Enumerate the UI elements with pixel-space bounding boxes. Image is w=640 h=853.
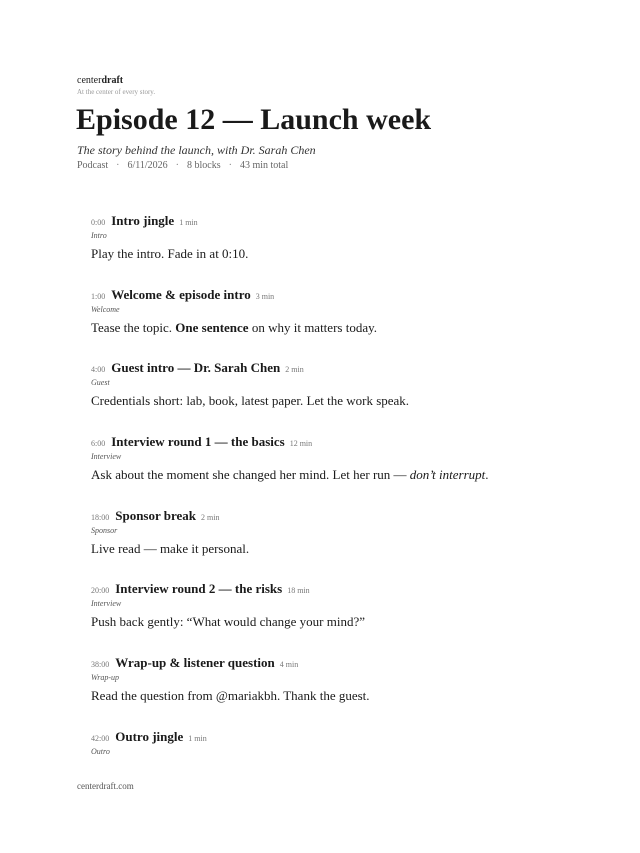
- segment-start-time: 38:00: [91, 660, 110, 669]
- segment-block: [91, 212, 248, 262]
- segment-header: [91, 359, 409, 377]
- segment-note-text: Live read — make it personal.: [91, 541, 250, 556]
- segment-start-time: 1:00: [91, 292, 106, 301]
- segment-block: [91, 728, 207, 757]
- segment-duration: 2 min: [201, 513, 220, 522]
- segment-header: [91, 433, 489, 451]
- segment-header: [91, 728, 207, 746]
- segment-note-text: Read the question from @mariakbh. Thank the guest.: [91, 688, 370, 703]
- segment-note: [91, 688, 370, 704]
- segment-note: [91, 393, 409, 409]
- segment-category: Welcome: [91, 305, 120, 314]
- segment-header: [91, 507, 249, 525]
- brand-name-bold: draft: [101, 75, 124, 86]
- segment-note-text: Credentials short: lab, book, latest paper. Let the work speak.: [91, 393, 410, 408]
- segment-category: Sponsor: [91, 526, 118, 535]
- segment-start-time: 0:00: [91, 218, 106, 227]
- segment-duration: 2 min: [285, 365, 304, 374]
- episode-meta: [77, 159, 288, 173]
- segment-category: Wrap-up: [91, 673, 119, 682]
- meta-separator: ·: [116, 160, 120, 171]
- meta-separator: ·: [228, 160, 232, 171]
- segment-note: [91, 614, 365, 630]
- segment-title: Guest intro — Dr. Sarah Chen: [111, 360, 281, 375]
- segment-note-italic: don’t interrupt: [409, 467, 486, 482]
- episode-title: Episode 12 — Launch week: [76, 103, 432, 136]
- segment-block: [91, 654, 370, 704]
- segment-note-text: Ask about the moment she changed her mind. Let her run —: [91, 467, 410, 482]
- segment-note-text: on why it matters today.: [248, 320, 377, 335]
- segment-block: [91, 433, 489, 483]
- segment-duration: 1 min: [188, 734, 207, 743]
- meta-block-count: 8 blocks: [186, 160, 221, 171]
- segment-title: Welcome & episode intro: [111, 287, 251, 302]
- segment-block: [91, 286, 377, 336]
- brand-tagline: At the center of every story.: [77, 88, 156, 96]
- segment-title: Interview round 1 — the basics: [111, 434, 285, 449]
- segment-category: Interview: [91, 599, 122, 608]
- segment-start-time: 20:00: [91, 586, 110, 595]
- segment-note: [91, 467, 489, 483]
- segment-block: [91, 580, 365, 630]
- meta-type: Podcast: [77, 160, 109, 171]
- segment-category: Guest: [91, 378, 110, 387]
- segment-title: Outro jingle: [115, 729, 184, 744]
- segment-category: Intro: [91, 231, 107, 240]
- meta-separator: ·: [175, 160, 179, 171]
- segment-duration: 1 min: [179, 218, 198, 227]
- segment-block: [91, 359, 409, 409]
- meta-total-duration: 43 min total: [239, 160, 289, 171]
- segment-title: Sponsor break: [115, 508, 197, 523]
- segment-note-text: .: [485, 467, 489, 482]
- meta-date: 6/11/2026: [127, 160, 168, 171]
- segment-header: [91, 286, 377, 304]
- segment-title: Intro jingle: [111, 213, 175, 228]
- segment-note: [91, 246, 248, 262]
- segment-title: Interview round 2 — the risks: [115, 581, 283, 596]
- brand-name-plain: center: [77, 75, 102, 86]
- episode-subtitle: The story behind the launch, with Dr. Sarah Chen: [77, 143, 316, 157]
- segment-header: [91, 654, 370, 672]
- segment-title: Wrap-up & listener question: [115, 655, 275, 670]
- segment-category: Interview: [91, 452, 122, 461]
- segment-start-time: 18:00: [91, 513, 110, 522]
- segment-note: [91, 541, 249, 557]
- segment-duration: 3 min: [255, 292, 275, 301]
- segment-category: Outro: [91, 747, 110, 756]
- brand-logo: [77, 75, 155, 87]
- segment-start-time: 42:00: [91, 734, 110, 743]
- segment-note-bold: One sentence: [175, 320, 249, 335]
- segment-header: [91, 580, 365, 598]
- segment-duration: 12 min: [289, 439, 313, 448]
- segment-duration: 4 min: [279, 660, 299, 669]
- segment-start-time: 4:00: [91, 365, 106, 374]
- segment-block: [91, 507, 249, 557]
- segment-start-time: 6:00: [91, 439, 106, 448]
- segment-note: [91, 320, 377, 336]
- footer-url: centerdraft.com: [77, 781, 134, 791]
- segment-note-text: Tease the topic.: [91, 320, 176, 335]
- segment-note-text: Play the intro. Fade in at 0:10.: [91, 246, 249, 261]
- segment-header: [91, 212, 248, 230]
- brand-header: [77, 75, 155, 97]
- segment-note-text: Push back gently: “What would change your mind?”: [91, 614, 366, 629]
- segment-duration: 18 min: [287, 586, 310, 595]
